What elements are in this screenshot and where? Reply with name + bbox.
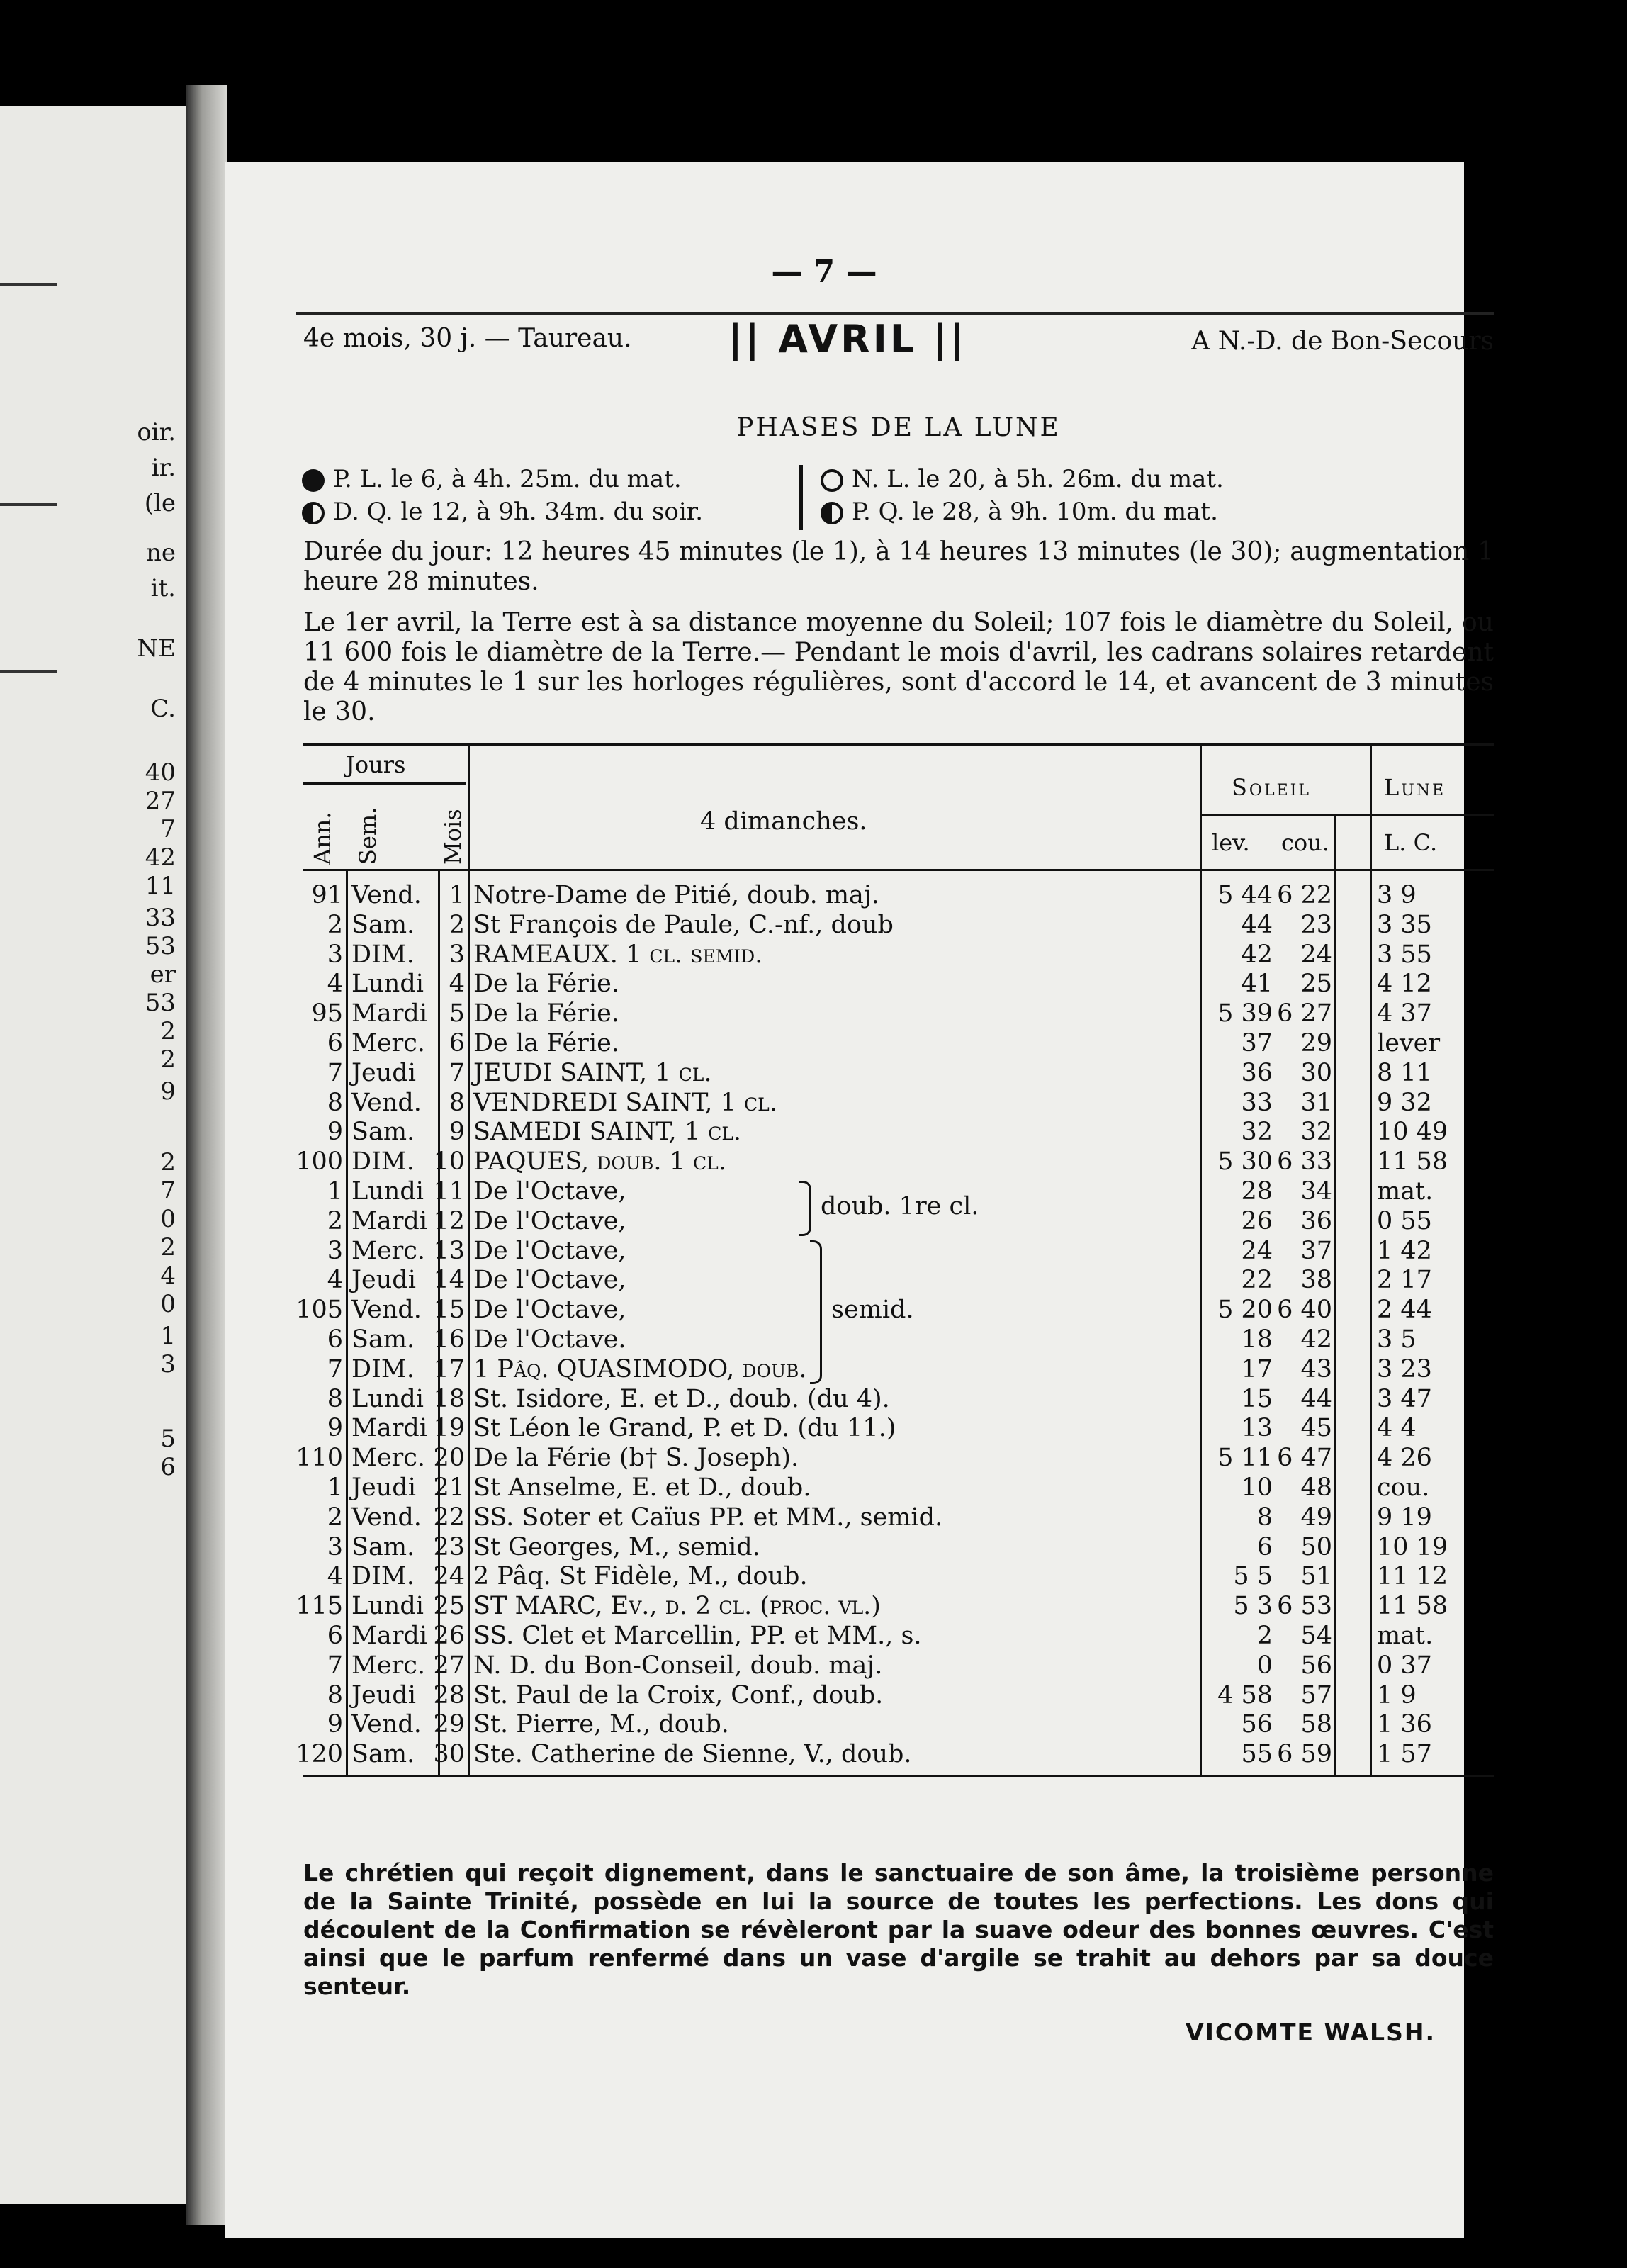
cell-ann: 8 [327, 1384, 343, 1413]
cell-sem: Sam. [351, 1532, 415, 1561]
cell-soleil-cou: 6 59 [1277, 1740, 1332, 1769]
cell-soleil-cou: 29 [1300, 1029, 1332, 1057]
cell-lune: 4 37 [1377, 999, 1432, 1028]
cell-mois: 15 [433, 1296, 465, 1325]
cell-soleil-cou: 49 [1300, 1503, 1332, 1532]
cell-soleil-lev: 0 [1256, 1651, 1273, 1680]
cell-fete: St. Paul de la Croix, Conf., doub. [473, 1680, 884, 1710]
left-page-fragment: 2 [160, 1233, 176, 1262]
header-cou: cou. [1281, 829, 1329, 856]
month-info: 4e mois, 30 j. — Taureau. [303, 324, 632, 353]
moon-phases-title: PHASES DE LA LUNE [736, 413, 1061, 442]
cell-mois: 9 [449, 1118, 465, 1147]
cell-mois: 22 [433, 1503, 465, 1532]
cell-sem: DIM. [351, 1562, 415, 1591]
astronomy-info-paragraph: Le 1er avril, la Terre est à sa distance moyenne du Soleil; 107 fois le diamètre du Soleil, ou 11 600 fois le diamètre de la Terre.— Pendant le mois d'avril, les cadrans solaires retardent de 4 minutes le 1 sur les horloges régulières, sont d'accord le 14, et avancent de 3 minutes le 30. [303, 608, 1494, 726]
table-column-rule [1334, 814, 1336, 1775]
left-page-fragment: 2 [160, 1045, 176, 1074]
cell-ann: 3 [327, 1532, 343, 1561]
cell-soleil-lev: 41 [1241, 970, 1273, 999]
cell-sem: Mardi [351, 999, 428, 1028]
table-column-rule [346, 869, 348, 1775]
cell-mois: 27 [433, 1651, 465, 1680]
cell-lune: 1 42 [1377, 1236, 1432, 1265]
left-page-fragment: NE [137, 634, 176, 663]
book-spine [186, 85, 227, 2225]
month-title: || AVRIL || [728, 317, 967, 361]
cell-lune: 3 47 [1377, 1384, 1432, 1413]
cell-sem: Vend. [351, 1503, 422, 1532]
first-quarter-moon-icon [821, 502, 843, 524]
cell-ann: 9 [327, 1118, 343, 1147]
cell-soleil-lev: 5 3 [1233, 1592, 1273, 1621]
cell-ann: 4 [327, 1562, 343, 1591]
cell-ann: 9 [327, 1710, 343, 1739]
cell-sem: Merc. [351, 1444, 426, 1473]
header-mois: Mois [439, 809, 466, 865]
brace-label: semid. [831, 1296, 914, 1325]
cell-lune: 3 9 [1377, 881, 1417, 909]
cell-lune: 0 37 [1377, 1651, 1432, 1680]
cell-mois: 10 [433, 1147, 465, 1177]
left-page-rule [0, 503, 57, 506]
cell-mois: 28 [433, 1680, 465, 1710]
phase-full-moon [302, 465, 682, 493]
left-page-fragment: 40 [145, 758, 176, 787]
cell-sem: Mardi [351, 1414, 428, 1443]
cell-lune: 3 5 [1377, 1325, 1417, 1354]
cell-fete: De l'Octave. [473, 1325, 626, 1354]
cell-mois: 6 [449, 1029, 465, 1057]
cell-ann: 7 [327, 1058, 343, 1087]
cell-fete: De l'Octave, [473, 1266, 626, 1295]
cell-mois: 14 [433, 1266, 465, 1295]
cell-soleil-lev: 5 11 [1217, 1444, 1273, 1473]
cell-sem: Mardi [351, 1622, 428, 1650]
cell-soleil-cou: 31 [1300, 1088, 1332, 1117]
cell-soleil-lev: 36 [1241, 1058, 1273, 1087]
cell-soleil-cou: 56 [1300, 1651, 1332, 1680]
phase-first-quarter [821, 498, 1218, 526]
header-ann: Ann. [309, 812, 336, 865]
cell-lune: 8 11 [1377, 1058, 1432, 1087]
cell-lune: 9 19 [1377, 1503, 1432, 1532]
cell-lune: 11 58 [1377, 1147, 1448, 1177]
cell-ann: 6 [327, 1622, 343, 1650]
cell-sem: Lundi [351, 970, 424, 999]
month-header [303, 317, 1494, 364]
cell-fete: Notre-Dame de Pitié, doub. maj. [473, 881, 879, 909]
cell-soleil-lev: 22 [1241, 1266, 1273, 1295]
cell-soleil-cou: 6 27 [1277, 999, 1332, 1028]
cell-ann: 4 [327, 1266, 343, 1295]
phase-text: D. Q. le 12, à 9h. 34m. du soir. [333, 498, 704, 526]
cell-lune: 3 23 [1377, 1354, 1432, 1383]
cell-soleil-lev: 56 [1241, 1710, 1273, 1739]
cell-lune: cou. [1377, 1473, 1430, 1502]
cell-lune: 3 35 [1377, 910, 1432, 939]
cell-mois: 1 [449, 881, 465, 909]
cell-fete: De l'Octave, [473, 1177, 626, 1206]
cell-ann: 8 [327, 1680, 343, 1710]
cell-ann: 110 [295, 1444, 343, 1473]
left-page-fragment: 4 [160, 1262, 176, 1290]
cell-fete: SS. Soter et Caïus PP. et MM., semid. [473, 1503, 943, 1532]
cell-soleil-lev: 32 [1241, 1118, 1273, 1147]
cell-soleil-lev: 33 [1241, 1088, 1273, 1117]
cell-ann: 2 [327, 1206, 343, 1235]
cell-soleil-cou: 58 [1300, 1710, 1332, 1739]
cell-fete: PAQUES, doub. 1 cl. [473, 1147, 726, 1177]
cell-mois: 26 [433, 1622, 465, 1650]
cell-fete: JEUDI SAINT, 1 cl. [473, 1058, 712, 1087]
cell-lune: 3 55 [1377, 940, 1432, 969]
cell-soleil-cou: 25 [1300, 970, 1332, 999]
left-page-fragment: 11 [145, 872, 176, 900]
left-page-fragment: 53 [145, 932, 176, 960]
cell-fete: De la Férie. [473, 970, 619, 999]
new-moon-icon [821, 469, 843, 492]
cell-ann: 91 [311, 881, 343, 909]
cell-fete: St. Isidore, E. et D., doub. (du 4). [473, 1384, 890, 1413]
cell-ann: 3 [327, 1236, 343, 1265]
cell-soleil-cou: 57 [1300, 1680, 1332, 1710]
brace-bracket [810, 1240, 822, 1384]
cell-fete: De l'Octave, [473, 1236, 626, 1265]
cell-sem: Merc. [351, 1651, 426, 1680]
phase-text: N. L. le 20, à 5h. 26m. du mat. [852, 465, 1224, 493]
left-page-rule [0, 670, 57, 673]
cell-soleil-lev: 5 20 [1217, 1296, 1273, 1325]
cell-lune: 1 36 [1377, 1710, 1432, 1739]
cell-ann: 7 [327, 1651, 343, 1680]
cell-ann: 7 [327, 1354, 343, 1383]
cell-soleil-lev: 8 [1256, 1503, 1273, 1532]
cell-sem: Sam. [351, 910, 415, 939]
cell-soleil-lev: 15 [1241, 1384, 1273, 1413]
header-lev: lev. [1212, 829, 1250, 856]
cell-sem: Lundi [351, 1592, 424, 1621]
cell-lune: lever [1377, 1029, 1441, 1057]
header-bottom-rule [303, 869, 1494, 871]
cell-sem: Jeudi [351, 1266, 416, 1295]
phase-new-moon [821, 465, 1224, 493]
cell-soleil-lev: 26 [1241, 1206, 1273, 1235]
phase-text: P. L. le 6, à 4h. 25m. du mat. [333, 465, 682, 493]
cell-ann: 105 [295, 1296, 343, 1325]
cell-soleil-lev: 17 [1241, 1354, 1273, 1383]
left-page-fragment: 33 [145, 904, 176, 932]
almanac-page [225, 162, 1494, 2238]
cell-sem: Sam. [351, 1325, 415, 1354]
header-dimanches: 4 dimanches. [700, 807, 867, 836]
cell-ann: 8 [327, 1088, 343, 1117]
cell-soleil-cou: 51 [1300, 1562, 1332, 1591]
cell-lune: 1 57 [1377, 1740, 1432, 1769]
cell-fete: Ste. Catherine de Sienne, V., doub. [473, 1740, 912, 1769]
table-column-rule [468, 743, 470, 1775]
left-page-fragment: 53 [145, 989, 176, 1017]
jours-underline [303, 782, 466, 785]
cell-sem: Vend. [351, 881, 422, 909]
cell-lune: mat. [1377, 1177, 1434, 1206]
cell-soleil-cou: 43 [1300, 1354, 1332, 1383]
cell-sem: Merc. [351, 1236, 426, 1265]
cell-soleil-lev: 10 [1241, 1473, 1273, 1502]
cell-fete: St Anselme, E. et D., doub. [473, 1473, 811, 1502]
cell-fete: De la Férie (b† S. Joseph). [473, 1444, 799, 1473]
cell-mois: 19 [433, 1414, 465, 1443]
cell-ann: 4 [327, 970, 343, 999]
cell-fete: St. Pierre, M., doub. [473, 1710, 729, 1739]
table-top-rule [303, 743, 1494, 746]
cell-soleil-cou: 24 [1300, 940, 1332, 969]
cell-mois: 5 [449, 999, 465, 1028]
cell-soleil-cou: 6 53 [1277, 1592, 1332, 1621]
cell-sem: Sam. [351, 1740, 415, 1769]
cell-mois: 21 [433, 1473, 465, 1502]
full-moon-icon [302, 469, 325, 492]
cell-mois: 17 [433, 1354, 465, 1383]
cell-soleil-cou: 42 [1300, 1325, 1332, 1354]
cell-soleil-lev: 5 39 [1217, 999, 1273, 1028]
cell-ann: 6 [327, 1029, 343, 1057]
cell-soleil-cou: 32 [1300, 1118, 1332, 1147]
cell-soleil-lev: 42 [1241, 940, 1273, 969]
soleil-lune-underline [1200, 814, 1494, 816]
cell-fete: De l'Octave, [473, 1296, 626, 1325]
left-page-fragment: 2 [160, 1148, 176, 1177]
phase-text: P. Q. le 28, à 9h. 10m. du mat. [852, 498, 1218, 526]
left-page-rule [0, 284, 57, 286]
phases-separator [799, 465, 803, 530]
cell-fete: VENDREDI SAINT, 1 cl. [473, 1088, 777, 1117]
cell-fete: De la Férie. [473, 1029, 619, 1057]
cell-ann: 2 [327, 1503, 343, 1532]
cell-ann: 120 [295, 1740, 343, 1769]
cell-soleil-cou: 6 47 [1277, 1444, 1332, 1473]
left-page-fragment: 3 [160, 1350, 176, 1379]
cell-soleil-cou: 6 33 [1277, 1147, 1332, 1177]
left-page-fragment: 42 [145, 843, 176, 872]
cell-mois: 23 [433, 1532, 465, 1561]
left-page-fragment: (le [144, 489, 176, 517]
cell-soleil-cou: 30 [1300, 1058, 1332, 1087]
cell-sem: DIM. [351, 940, 415, 969]
cell-mois: 8 [449, 1088, 465, 1117]
table-bottom-rule [303, 1775, 1494, 1777]
cell-soleil-lev: 13 [1241, 1414, 1273, 1443]
left-page-fragment: 0 [160, 1290, 176, 1318]
left-page-fragment: it. [150, 574, 176, 602]
left-page-fragment: 0 [160, 1205, 176, 1233]
brace-bracket [799, 1181, 811, 1236]
cell-mois: 24 [433, 1562, 465, 1591]
cell-fete: St François de Paule, C.-nf., doub [473, 910, 894, 939]
header-sem: Sem. [354, 807, 381, 865]
left-page-fragment: 7 [160, 1177, 176, 1205]
left-page-edge-text [0, 106, 191, 2204]
cell-lune: 4 26 [1377, 1444, 1432, 1473]
cell-lune: 2 17 [1377, 1266, 1432, 1295]
cell-soleil-lev: 18 [1241, 1325, 1273, 1354]
cell-soleil-lev: 2 [1256, 1622, 1273, 1650]
quote-signature: VICOMTE WALSH. [1186, 2019, 1436, 2046]
left-page-fragment: 5 [160, 1425, 176, 1453]
last-quarter-moon-icon [302, 502, 325, 524]
header-jours: Jours [346, 751, 406, 778]
cell-fete: De la Férie. [473, 999, 619, 1028]
cell-soleil-lev: 6 [1256, 1532, 1273, 1561]
cell-fete: St Léon le Grand, P. et D. (du 11.) [473, 1414, 896, 1443]
cell-lune: 4 12 [1377, 970, 1432, 999]
cell-lune: 10 49 [1377, 1118, 1448, 1147]
cell-fete: SAMEDI SAINT, 1 cl. [473, 1118, 742, 1147]
cell-mois: 25 [433, 1592, 465, 1621]
cell-fete: SS. Clet et Marcellin, PP. et MM., s. [473, 1622, 922, 1650]
cell-soleil-cou: 50 [1300, 1532, 1332, 1561]
cell-ann: 1 [327, 1177, 343, 1206]
cell-soleil-lev: 5 44 [1217, 881, 1273, 909]
left-page [0, 106, 191, 2204]
header-lc: L. C. [1384, 829, 1438, 856]
cell-mois: 4 [449, 970, 465, 999]
cell-sem: Vend. [351, 1088, 422, 1117]
cell-sem: Jeudi [351, 1473, 416, 1502]
cell-sem: Jeudi [351, 1058, 416, 1087]
brace-label: doub. 1re cl. [821, 1191, 979, 1220]
cell-soleil-cou: 36 [1300, 1206, 1332, 1235]
cell-mois: 12 [433, 1206, 465, 1235]
cell-soleil-cou: 45 [1300, 1414, 1332, 1443]
left-page-fragment: 7 [160, 815, 176, 843]
cell-fete: RAMEAUX. 1 cl. semid. [473, 940, 763, 969]
header-soleil: Soleil [1232, 774, 1311, 801]
cell-lune: 11 58 [1377, 1592, 1448, 1621]
cell-mois: 7 [449, 1058, 465, 1087]
cell-ann: 1 [327, 1473, 343, 1502]
cell-sem: DIM. [351, 1354, 415, 1383]
cell-lune: 2 44 [1377, 1296, 1432, 1325]
day-duration-paragraph: Durée du jour: 12 heures 45 minutes (le 1), à 14 heures 13 minutes (le 30); augmentation 1 heure 28 minutes. [303, 537, 1494, 596]
cell-mois: 11 [433, 1177, 465, 1206]
cell-soleil-cou: 23 [1300, 910, 1332, 939]
cell-mois: 3 [449, 940, 465, 969]
cell-sem: Merc. [351, 1029, 426, 1057]
left-page-fragment: 6 [160, 1453, 176, 1481]
cell-soleil-lev: 28 [1241, 1177, 1273, 1206]
cell-ann: 3 [327, 940, 343, 969]
page-number: — 7 — [771, 254, 877, 290]
cell-sem: Lundi [351, 1177, 424, 1206]
header-lune: Lune [1384, 774, 1446, 801]
month-dedication: A N.-D. de Bon-Secours [1191, 327, 1494, 356]
left-page-fragment: er [150, 960, 176, 989]
cell-fete: St Georges, M., semid. [473, 1532, 760, 1561]
cell-ann: 100 [295, 1147, 343, 1177]
cell-lune: 10 19 [1377, 1532, 1448, 1561]
phase-last-quarter [302, 498, 703, 526]
cell-fete: ST MARC, Ev., d. 2 cl. (proc. vl.) [473, 1592, 881, 1621]
cell-mois: 20 [433, 1444, 465, 1473]
cell-lune: 4 4 [1377, 1414, 1417, 1443]
cell-fete: De l'Octave, [473, 1206, 626, 1235]
cell-fete: 2 Pâq. St Fidèle, M., doub. [473, 1562, 808, 1591]
left-page-fragment: ir. [151, 454, 176, 482]
cell-ann: 9 [327, 1414, 343, 1443]
cell-mois: 13 [433, 1236, 465, 1265]
cell-soleil-lev: 55 [1241, 1740, 1273, 1769]
cell-soleil-lev: 4 58 [1217, 1680, 1273, 1710]
left-page-fragment: 27 [145, 787, 176, 815]
cell-fete: N. D. du Bon-Conseil, doub. maj. [473, 1651, 883, 1680]
cell-soleil-lev: 5 30 [1217, 1147, 1273, 1177]
cell-lune: 1 9 [1377, 1680, 1417, 1710]
cell-soleil-cou: 34 [1300, 1177, 1332, 1206]
cell-soleil-cou: 54 [1300, 1622, 1332, 1650]
cell-soleil-lev: 5 5 [1233, 1562, 1273, 1591]
quote-paragraph: Le chrétien qui reçoit dignement, dans le sanctuaire de son âme, la troisième personne de la Sainte Trinité, possède en lui la source de toutes les perfections. Les dons qui découlent de la Confirmation se révèleront par la suave odeur des bonnes œuvres. C'est ainsi que le parfum renfermé dans un vase d'argile se trahit au dehors par sa douce senteur. [303, 1859, 1494, 2000]
cell-soleil-cou: 38 [1300, 1266, 1332, 1295]
cell-sem: Jeudi [351, 1680, 416, 1710]
cell-ann: 2 [327, 910, 343, 939]
cell-mois: 30 [433, 1740, 465, 1769]
left-page-fragment: 1 [160, 1322, 176, 1350]
header-rule [296, 312, 1494, 315]
cell-lune: 0 55 [1377, 1206, 1432, 1235]
cell-mois: 2 [449, 910, 465, 939]
cell-soleil-cou: 6 40 [1277, 1296, 1332, 1325]
cell-fete: 1 Pâq. QUASIMODO, doub. [473, 1354, 807, 1383]
cell-soleil-cou: 37 [1300, 1236, 1332, 1265]
cell-sem: Sam. [351, 1118, 415, 1147]
cell-mois: 29 [433, 1710, 465, 1739]
cell-soleil-lev: 24 [1241, 1236, 1273, 1265]
cell-lune: 11 12 [1377, 1562, 1448, 1591]
cell-sem: Vend. [351, 1710, 422, 1739]
cell-soleil-cou: 6 22 [1277, 881, 1332, 909]
left-page-fragment: 2 [160, 1017, 176, 1045]
cell-ann: 6 [327, 1325, 343, 1354]
cell-soleil-cou: 48 [1300, 1473, 1332, 1502]
cell-soleil-lev: 37 [1241, 1029, 1273, 1057]
cell-sem: Vend. [351, 1296, 422, 1325]
cell-sem: DIM. [351, 1147, 415, 1177]
cell-sem: Lundi [351, 1384, 424, 1413]
left-page-fragment: ne [145, 539, 176, 567]
cell-mois: 16 [433, 1325, 465, 1354]
cell-lune: mat. [1377, 1622, 1434, 1650]
cell-soleil-cou: 44 [1300, 1384, 1332, 1413]
left-page-fragment: C. [150, 695, 176, 723]
left-page-fragment: 9 [160, 1077, 176, 1106]
table-column-rule [1370, 743, 1372, 1775]
table-column-rule [1200, 743, 1202, 1775]
cell-lune: 9 32 [1377, 1088, 1432, 1117]
cell-mois: 18 [433, 1384, 465, 1413]
cell-ann: 115 [295, 1592, 343, 1621]
left-page-fragment: oir. [137, 418, 176, 447]
cell-ann: 95 [311, 999, 343, 1028]
cell-sem: Mardi [351, 1206, 428, 1235]
cell-soleil-lev: 44 [1241, 910, 1273, 939]
